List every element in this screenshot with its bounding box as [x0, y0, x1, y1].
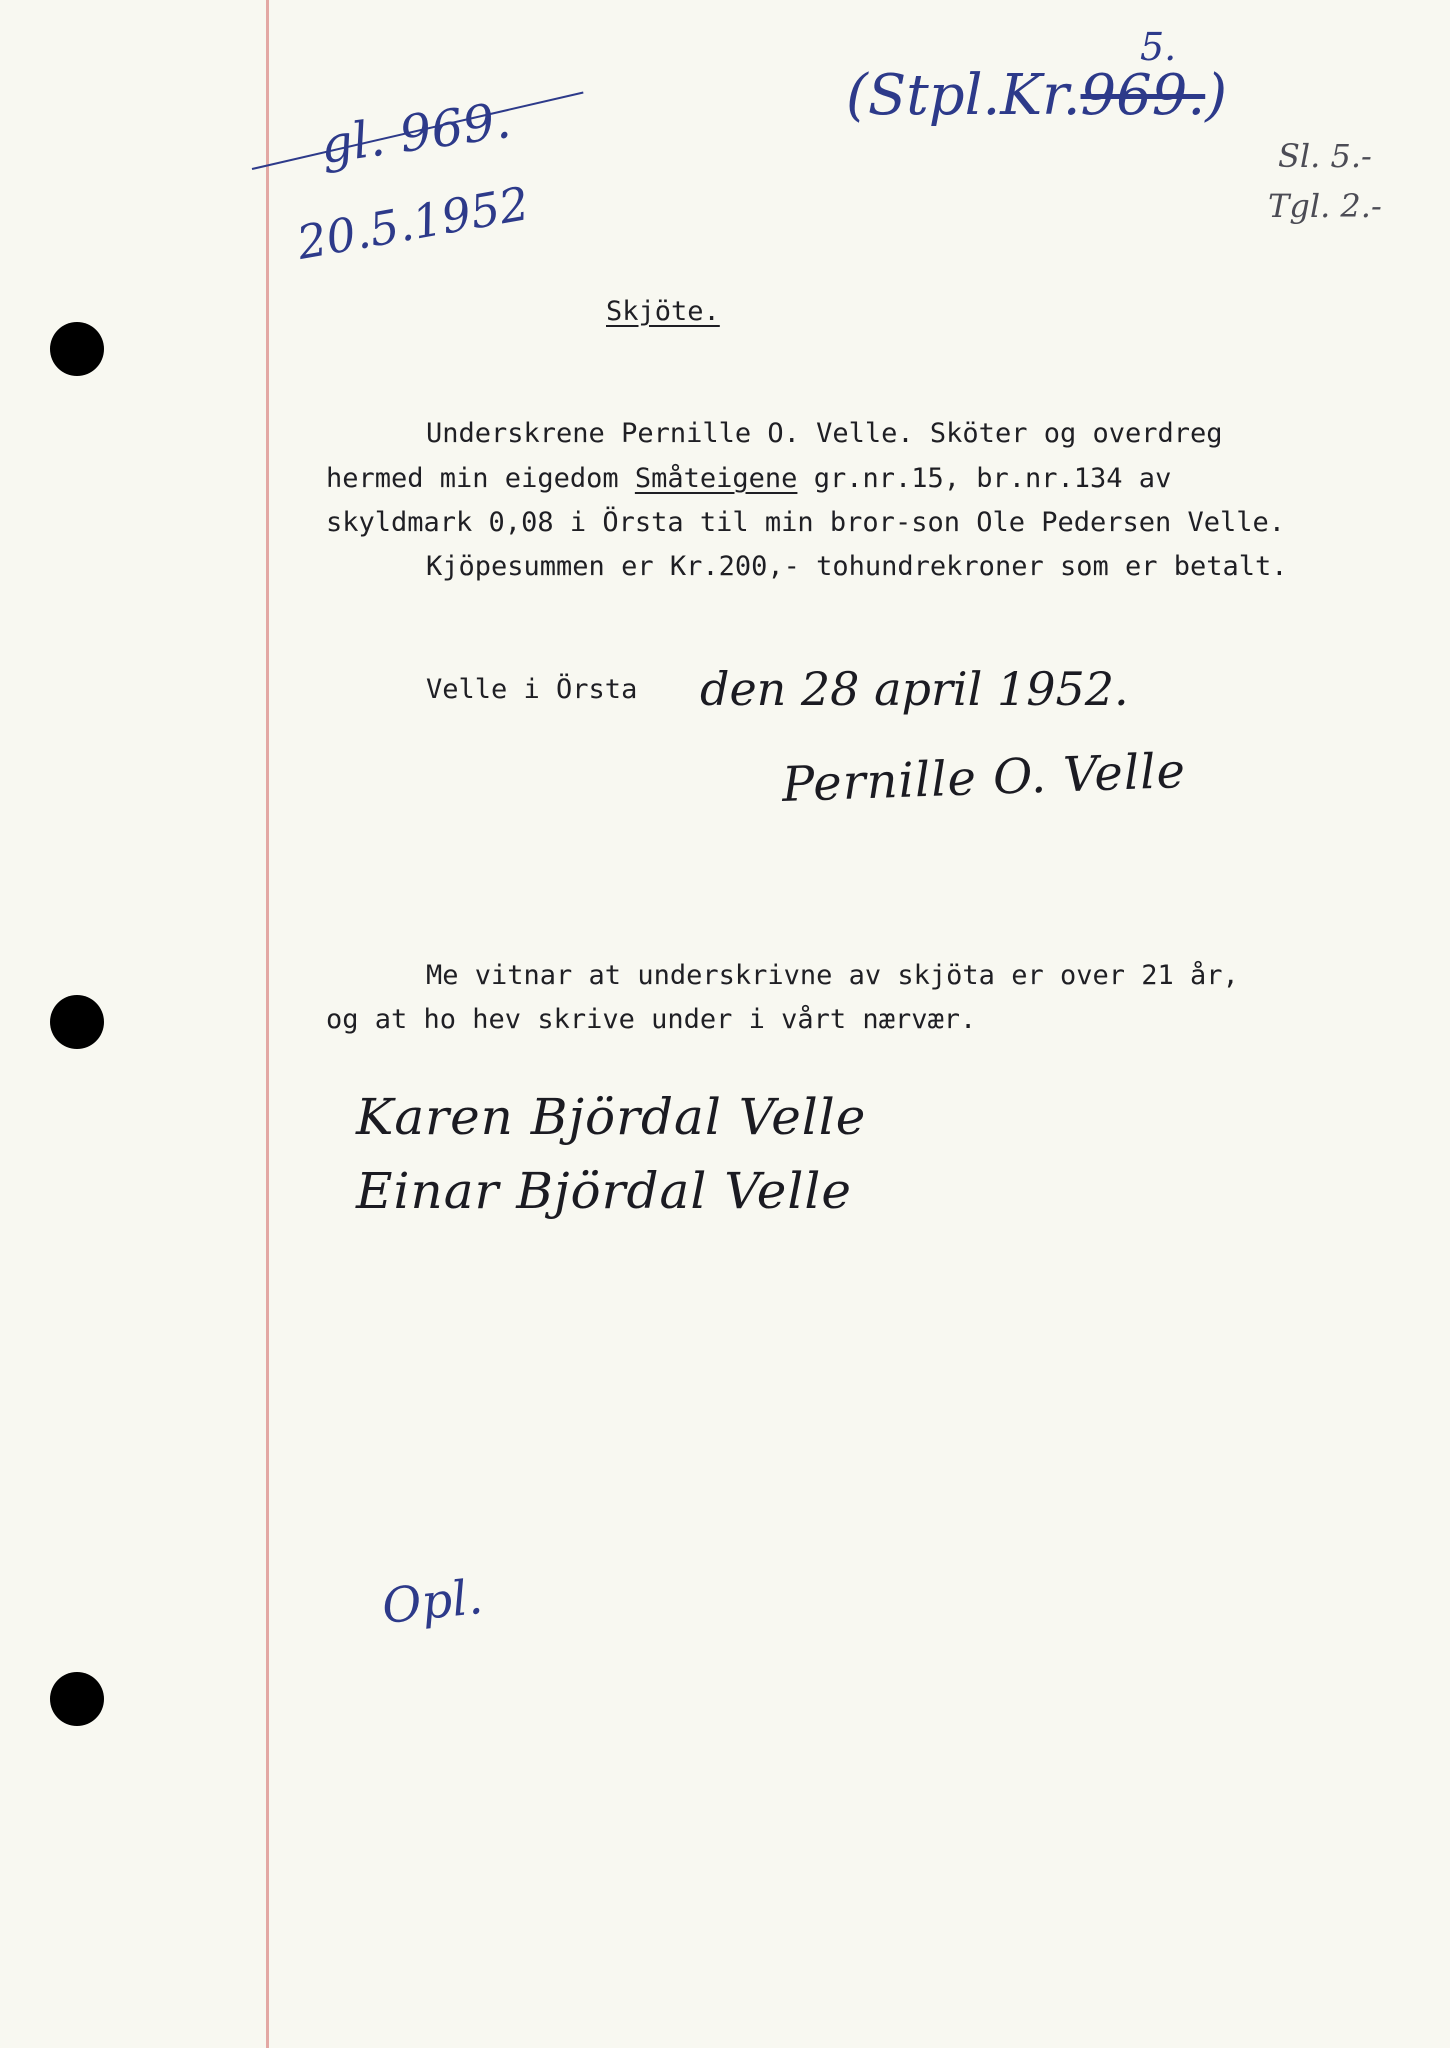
bottom-mark: Opl. — [379, 1568, 486, 1636]
stamp-fee-annotation — [846, 63, 1228, 128]
body-line-3: skyldmark 0,08 i Örsta til min bror-son Ole Pedersen Velle. — [326, 507, 1286, 538]
stamp-close: ) — [1205, 63, 1228, 128]
punch-hole-top — [50, 322, 104, 376]
property-name: Småteigene — [634, 463, 798, 494]
body-line-2-end: gr.nr.15, br.nr.134 av — [813, 463, 1172, 494]
stamp-new-value: 5. — [1140, 25, 1177, 69]
body-line-2 — [326, 465, 1171, 492]
punch-hole-middle — [50, 995, 104, 1049]
margin-line — [266, 0, 269, 2048]
witness-line-1: Me vitnar at underskrivne av skjöta er over 21 år, — [426, 960, 1239, 991]
document-title: Skjöte. — [606, 296, 720, 327]
stamp-old-value: 969. — [1080, 63, 1206, 128]
body-line-4: Kjöpesummen er Kr.200,- tohundrekroner som er betalt. — [426, 551, 1288, 582]
place: Velle i Örsta — [426, 674, 638, 705]
punch-hole-bottom — [50, 1672, 104, 1726]
registry-date: 20.5.1952 — [293, 176, 534, 270]
witness-signature-2: Einar Björdal Velle — [356, 1162, 852, 1220]
body-line-2-start: hermed min eigedom — [326, 463, 619, 494]
signature-seller: Pernille O. Velle — [781, 742, 1187, 814]
fee-line-1: Sl. 5.- — [1278, 137, 1372, 175]
date-handwritten: den 28 april 1952. — [700, 662, 1129, 716]
fee-line-2: Tgl. 2.- — [1268, 187, 1382, 225]
witness-signature-1: Karen Björdal Velle — [356, 1088, 867, 1146]
stamp-prefix: (Stpl.Kr. — [846, 63, 1081, 128]
registry-number: gl. 969. — [316, 90, 515, 176]
witness-line-2: og at ho hev skrive under i vårt nærvær. — [326, 1004, 977, 1035]
body-line-1: Underskrene Pernille O. Velle. Sköter og overdreg — [426, 418, 1223, 449]
